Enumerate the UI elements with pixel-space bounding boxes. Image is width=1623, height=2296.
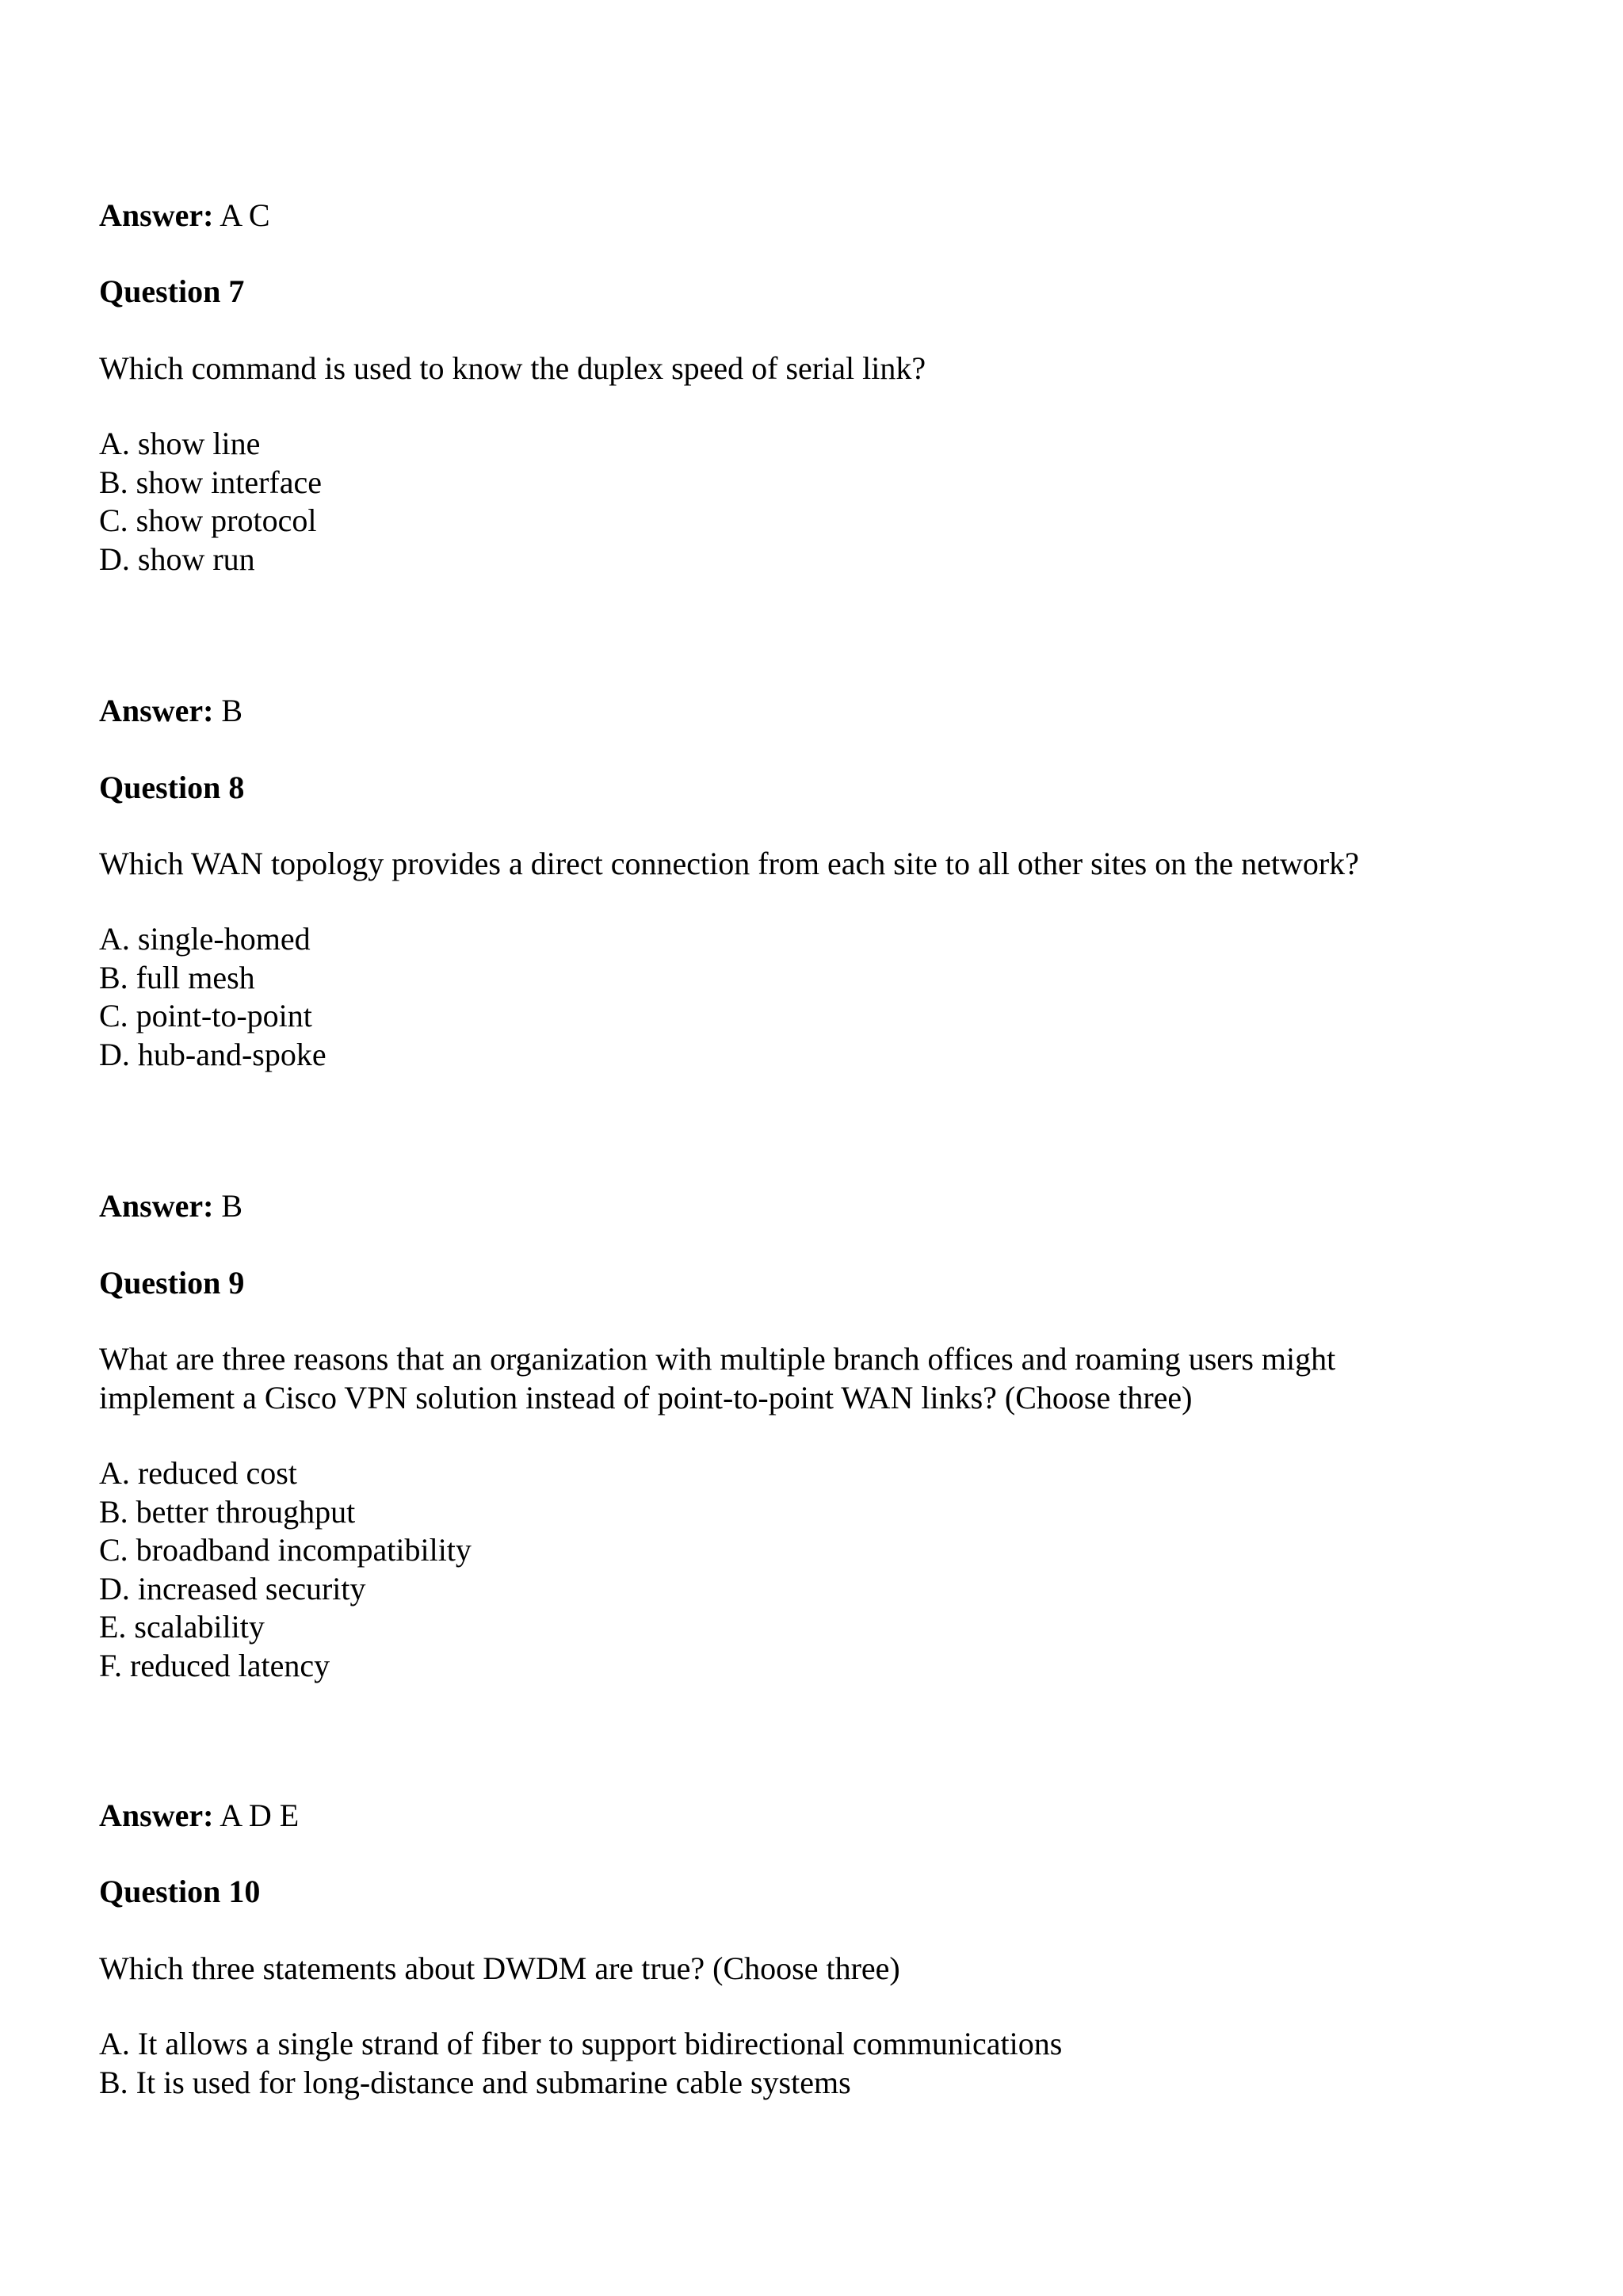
option-item: A. reduced cost [99, 1455, 297, 1491]
answer-line [99, 692, 242, 730]
answer-value: A D E [220, 1797, 300, 1833]
question-heading: Question 9 [99, 1265, 245, 1301]
answer-value: B [221, 693, 243, 728]
option-item: A. show line [99, 426, 261, 461]
option-item: B. show interface [99, 464, 323, 500]
question-text: implement a Cisco VPN solution instead of point-to-point WAN links? (Choose three) [99, 1380, 1193, 1415]
question-text: Which WAN topology provides a direct connection from each site to all other sites on the network? [99, 846, 1359, 881]
question-text: Which command is used to know the duplex speed of serial link? [99, 350, 926, 386]
option-item: F. reduced latency [99, 1648, 330, 1683]
option-item: A. single-homed [99, 921, 311, 957]
question-text: What are three reasons that an organization with multiple branch offices and roaming users might [99, 1341, 1336, 1377]
option-item: D. hub-and-spoke [99, 1037, 327, 1072]
answer-value: A C [220, 197, 270, 233]
option-item: C. show protocol [99, 502, 317, 538]
option-item: B. better throughput [99, 1494, 356, 1530]
answer-line [99, 1187, 242, 1225]
option-item: B. It is used for long-distance and submarine cable systems [99, 2065, 851, 2100]
answer-value: B [221, 1188, 243, 1224]
option-item: D. increased security [99, 1571, 366, 1606]
answer-label: Answer: [99, 1797, 214, 1833]
option-item: C. broadband incompatibility [99, 1532, 472, 1568]
question-heading: Question 8 [99, 770, 245, 805]
option-item: D. show run [99, 541, 255, 577]
question-heading: Question 7 [99, 273, 245, 309]
answer-line [99, 1797, 299, 1835]
option-item: C. point-to-point [99, 998, 312, 1033]
option-item: E. scalability [99, 1609, 265, 1645]
option-item: B. full mesh [99, 960, 255, 995]
option-item: A. It allows a single strand of fiber to support bidirectional communications [99, 2026, 1063, 2061]
answer-label: Answer: [99, 1188, 214, 1224]
question-heading: Question 10 [99, 1874, 261, 1909]
answer-label: Answer: [99, 693, 214, 728]
answer-label: Answer: [99, 197, 214, 233]
answer-line [99, 197, 270, 235]
question-text: Which three statements about DWDM are true? (Choose three) [99, 1950, 900, 1986]
